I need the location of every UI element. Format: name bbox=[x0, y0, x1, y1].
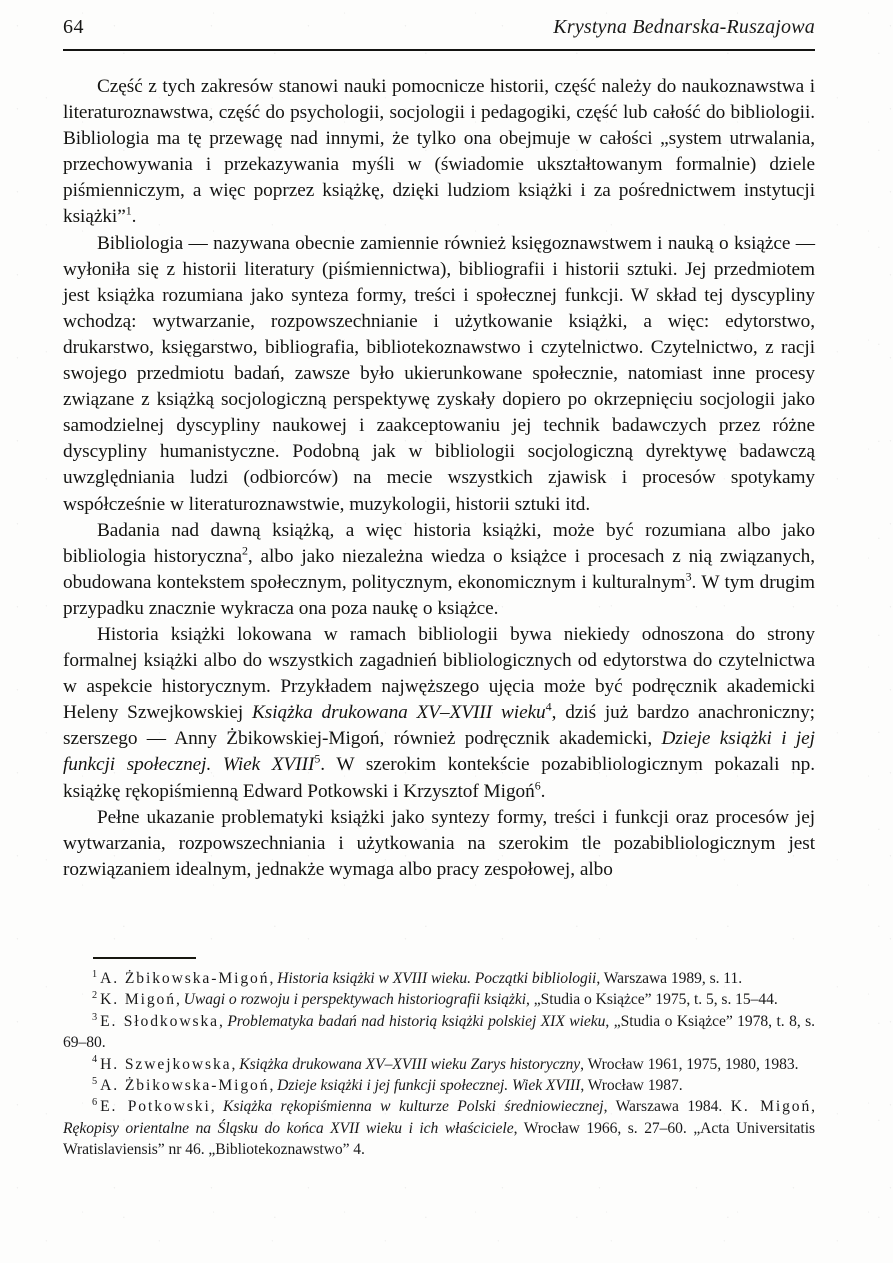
book-title-szwejkowska: Książka drukowana XV–XVIII wieku bbox=[252, 702, 546, 724]
footnote-title-secondary: Rękopisy orientalne na Śląsku do końca XVII wieku i ich właściciele bbox=[63, 1119, 514, 1137]
footnote-sep: , bbox=[218, 1012, 228, 1030]
footnote-rest-secondary: , Wrocław 1966, s. 27–60. „Acta Universitatis Wratislaviensis” nr 46. „Bibliotekoznawstwo” 4. bbox=[63, 1119, 816, 1159]
footnote-number: 2 bbox=[92, 990, 98, 1002]
footnote-rest: , Warszawa 1984. bbox=[603, 1098, 731, 1116]
paragraph-3 bbox=[63, 518, 815, 622]
footnote-rest: , „Studia o Książce” 1975, t. 5, s. 15–44. bbox=[526, 991, 778, 1009]
footnote-item bbox=[63, 1054, 815, 1075]
footnote-sep: , bbox=[231, 1055, 240, 1073]
header-rule bbox=[63, 49, 815, 51]
book-title-zbikowska: Dzieje książki i jej funkcji społecznej. Wiek XVIII bbox=[63, 728, 815, 776]
footnote-title: Książka rękopiśmienna w kulturze Polski średniowiecznej bbox=[223, 1098, 604, 1116]
footnote-author: A. Żbikowska-Migoń bbox=[100, 1077, 270, 1095]
running-head-author: Krystyna Bednarska-Ruszajowa bbox=[553, 16, 815, 38]
footnote-ref-4[interactable]: 4 bbox=[545, 699, 552, 714]
paragraph-4-seg-1: Historia książki lokowana w ramach bibliologii bywa niekiedy odnoszona do strony formalnej książki albo do wszystkich zagadnień bibliologicznych od edytorstwa do czytelnictwa w aspekcie historycznym. Przykładem najwęższego ujęcia może być podręcznik akademicki Heleny Szwejkowskiej bbox=[63, 623, 815, 724]
paragraph-1-text: Część z tych zakresów stanowi nauki pomocnicze historii, część należy do naukoznawstwa i literaturoznawstwa, część do psychologii, socjologii i pedagogiki, część lub całość do bibliologii. Bibliologia ma tę przewagę nad innymi, że tylko ona obejmuje w całości „system utrwalania, przechowywania i przekazywania myśli w (świadomie ukształtowanym formalnie) dziele piśmienniczym, a więc poprzez książkę, dzięki ludziom książki i za pośrednictwem instytucji książki” bbox=[63, 76, 815, 228]
footnote-item bbox=[63, 1096, 815, 1160]
footnotes-section bbox=[63, 968, 815, 1161]
footnote-title: Książka drukowana XV–XVIII wieku Zarys historyczny bbox=[239, 1055, 581, 1073]
footnote-rest: , „Studia o Książce” 1978, t. 8, s. 69–80. bbox=[63, 1012, 816, 1052]
footnote-ref-6[interactable]: 6 bbox=[534, 778, 541, 793]
footnote-rest: , Wrocław 1961, 1975, 1980, 1983. bbox=[580, 1055, 799, 1073]
paragraph-3-seg-1: Badania nad dawną książką, a więc historia książki, może być rozumiana albo jako bibliologia historyczna bbox=[63, 519, 815, 567]
footnote-separator-rule bbox=[93, 957, 196, 959]
footnote-number: 4 bbox=[92, 1054, 98, 1066]
footnote-author: H. Szwejkowska bbox=[100, 1055, 232, 1073]
footnote-item bbox=[63, 1075, 815, 1096]
footnote-sep-secondary: , bbox=[811, 1098, 816, 1116]
footnote-sep: , bbox=[210, 1098, 224, 1116]
footnote-author: A. Żbikowska-Migoń bbox=[100, 970, 270, 987]
running-head bbox=[63, 16, 815, 50]
paragraph-5 bbox=[63, 805, 815, 883]
footnote-author: E. Potkowski bbox=[100, 1098, 211, 1116]
paragraph-4-seg-4: . bbox=[540, 780, 546, 802]
paragraph-3-seg-2: , albo jako niezależna wiedza o książce i procesach z nią związanych, obudowana kontekstem społecznym, politycznym, ekonomicznym i kulturalnym bbox=[63, 545, 815, 593]
footnote-item bbox=[63, 989, 815, 1010]
paragraph-4-seg-3: . W szerokim kontekście pozabibliologicznym pokazali np. książkę rękopiśmienną Edward Potkowski i Krzysztof Migoń bbox=[63, 754, 815, 802]
paragraph-1 bbox=[63, 74, 815, 231]
footnote-sep: , bbox=[175, 991, 184, 1009]
footnote-rest: , Wrocław 1987. bbox=[580, 1077, 683, 1095]
footnote-author-secondary: K. Migoń bbox=[730, 1098, 812, 1116]
footnote-item bbox=[63, 1011, 815, 1054]
paragraph-5-text: Pełne ukazanie problematyki książki jako syntezy formy, treści i funkcji oraz procesów jej wytwarzania, rozpowszechniania i użytkowania na szerokim tle pozabibliologicznym jest rozwiązaniem idealnym, jednakże wymaga albo pracy zespołowej, albo bbox=[63, 806, 815, 880]
footnote-rest: , Warszawa 1989, s. 11. bbox=[596, 970, 743, 987]
footnote-ref-1[interactable]: 1 bbox=[125, 204, 132, 219]
footnote-title: Historia książki w XVIII wieku. Początki bibliologii bbox=[277, 970, 597, 987]
footnote-sep: , bbox=[269, 1077, 278, 1095]
footnote-number: 3 bbox=[92, 1011, 98, 1023]
page-number: 64 bbox=[63, 16, 84, 38]
paragraph-4-seg-2: , dziś już bardzo anachroniczny; szerszego — Anny Żbikowskiej-Migoń, również podręcznik akademicki, bbox=[63, 702, 815, 750]
footnote-item bbox=[63, 968, 815, 989]
footnote-author: E. Słodkowska bbox=[100, 1012, 219, 1030]
paragraph-3-seg-3: . W tym drugim przypadku znacznie wykracza ona poza naukę o książce. bbox=[63, 571, 815, 619]
footnote-number: 1 bbox=[92, 968, 98, 980]
paragraph-2-text: Bibliologia — nazywana obecnie zamiennie również księgoznawstwem i nauką o książce — wyłoniła się z historii literatury (piśmiennictwa), bibliografii i historii sztuki. Jej przedmiotem jest książka rozumiana jako synteza formy, treści i społecznej funkcji. W skład tej dyscypliny wchodzą: wytwarzanie, rozpowszechnianie i użytkowanie książki, a więc: edytorstwo, drukarstwo, księgarstwo, bibliografia, bibliotekoznawstwo i czytelnictwo. Czytelnictwo, z racji swojego przedmiotu badań, zawsze było ukierunkowane społecznie, natomiast inne procesy związane z książką socjologiczną perspektywę zyskały dopiero po okrzepnięciu socjologii jako samodzielnej dyscypliny naukowej i zaakceptowaniu jej technik badawczych przez różne dyscypliny humanistyczne. Podobną jak w bibliologii socjologiczną dyrektywę badawczą uwzględniania ludzi (odbiorców) na mecie wszystkich zjawisk i procesów spotykamy współcześnie w literaturoznawstwie, muzykologii, historii sztuki itd. bbox=[63, 232, 815, 515]
paragraph-1-tail: . bbox=[131, 206, 137, 228]
footnote-sep: , bbox=[269, 970, 278, 987]
body-text-column bbox=[63, 74, 815, 883]
paragraph-2 bbox=[63, 231, 815, 518]
footnote-title: Uwagi o rozwoju i perspektywach historiografii książki bbox=[183, 991, 527, 1009]
footnote-author: K. Migoń bbox=[100, 991, 176, 1009]
footnote-number: 5 bbox=[92, 1075, 98, 1087]
footnote-title: Dzieje książki i jej funkcji społecznej. Wiek XVIII bbox=[277, 1077, 581, 1095]
footnote-ref-5[interactable]: 5 bbox=[314, 752, 321, 767]
footnote-number: 6 bbox=[92, 1097, 98, 1109]
paragraph-4 bbox=[63, 622, 815, 805]
footnote-title: Problematyka badań nad historią książki polskiej XIX wieku bbox=[227, 1012, 606, 1030]
footnote-ref-3[interactable]: 3 bbox=[685, 569, 692, 584]
footnote-ref-2[interactable]: 2 bbox=[241, 543, 248, 558]
